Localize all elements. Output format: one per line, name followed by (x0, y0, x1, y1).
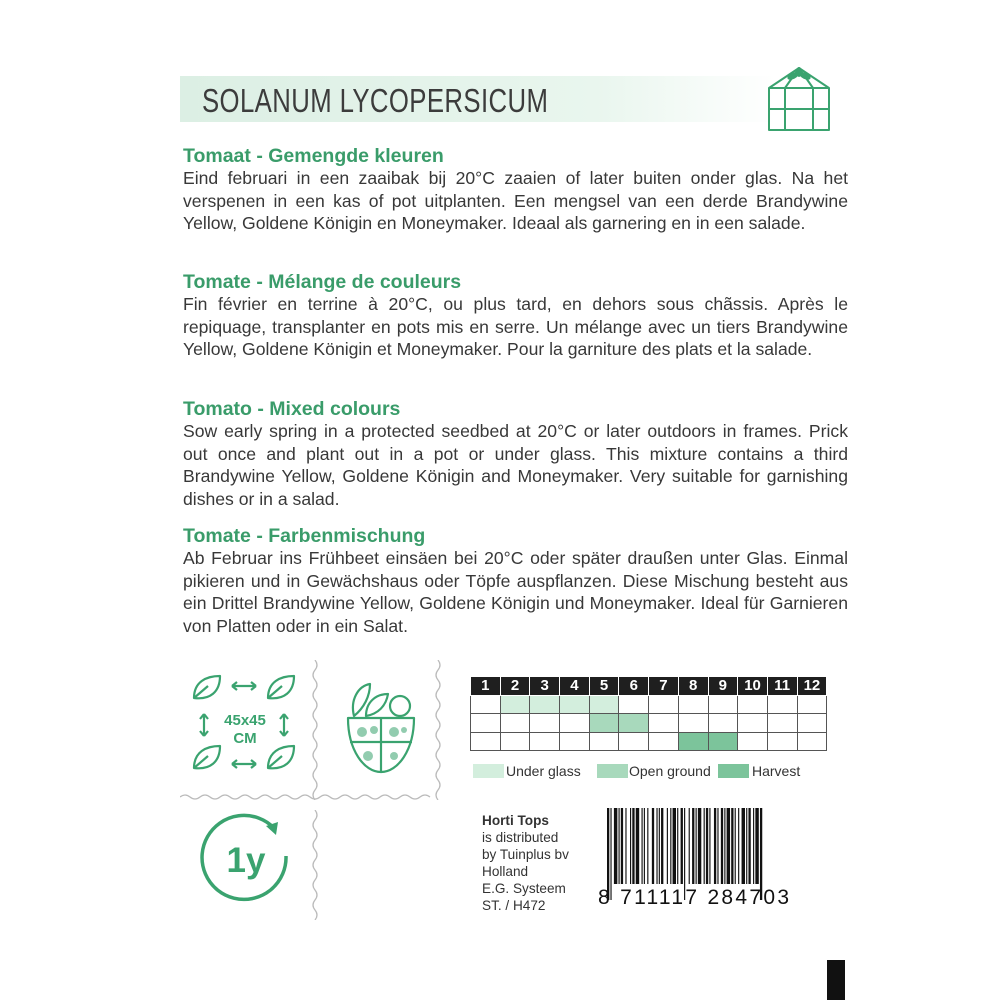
calendar-cell (530, 714, 560, 733)
calendar-cell (589, 695, 619, 714)
barcode-bar (714, 808, 716, 884)
month-header: 9 (708, 677, 738, 696)
distributor-line: is distributed (482, 830, 559, 845)
calendar-cell (500, 732, 530, 751)
month-header: 8 (678, 677, 708, 696)
barcode-bar (696, 808, 697, 884)
barcode-bar (619, 808, 620, 884)
month-header: 7 (649, 677, 679, 696)
barcode-bar (652, 808, 654, 884)
barcode-bar (704, 808, 705, 884)
wavy-divider (433, 660, 443, 800)
barcode-bar (614, 808, 617, 884)
barcode-bar (689, 808, 690, 884)
distributor-line: by Tuinplus bv (482, 847, 569, 862)
barcode-bar (667, 808, 668, 884)
section-english (183, 398, 848, 510)
legend-label: Harvest (752, 763, 801, 779)
barcode-bar (698, 808, 701, 884)
barcode-number: 8 711117 284703 (598, 886, 792, 909)
calendar-cell (500, 714, 530, 733)
barcode-bar (721, 808, 723, 884)
barcode-bar (659, 808, 660, 884)
barcode-bar (632, 808, 634, 884)
month-header: 4 (560, 677, 590, 696)
calendar-cell (678, 714, 708, 733)
section-title: Tomato - Mixed colours (183, 398, 401, 420)
calendar-cell (649, 732, 679, 751)
barcode-bar (727, 808, 730, 884)
calendar-cell (619, 714, 649, 733)
calendar-cell (471, 695, 501, 714)
calendar-cell (649, 714, 679, 733)
legend-open-ground (597, 763, 711, 779)
calendar-cell (678, 695, 708, 714)
calendar-cell (767, 732, 797, 751)
month-header: 1 (471, 677, 501, 696)
barcode-bar (735, 808, 736, 884)
calendar-cell (589, 732, 619, 751)
section-german (183, 525, 848, 637)
barcode-bar (621, 808, 623, 884)
legend-harvest (718, 763, 800, 779)
salad-bowl-icon (340, 672, 422, 778)
section-body: Fin février en terrine à 20°C, ou plus tard, en dehors sous chãssis. Après le repiquage, transplanter en pots mis en serre. Un mélange avec un tiers Brandywine Yellow, Goldene Königin et Moneymaker. Pour la garniture des plats et la salade. (183, 294, 848, 360)
barcode-bar (673, 808, 676, 884)
barcode-bar (746, 808, 747, 884)
barcode-bar (731, 808, 733, 884)
calendar-cell (708, 695, 738, 714)
calendar-cell (797, 714, 827, 733)
calendar-cell (708, 714, 738, 733)
wavy-divider (310, 810, 320, 920)
calendar-cell (797, 695, 827, 714)
calendar-cell (767, 714, 797, 733)
barcode-bar (681, 808, 683, 884)
barcode-bar (661, 808, 663, 884)
barcode-bar (738, 808, 739, 884)
calendar-cell (560, 732, 590, 751)
calendar-cell (678, 732, 708, 751)
barcode-bar (717, 808, 718, 884)
lifespan-label: 1y (226, 841, 266, 880)
barcode-bar (644, 808, 645, 884)
calendar-cell (619, 695, 649, 714)
legend-under-glass (473, 763, 581, 779)
barcode-bar (636, 808, 639, 884)
print-mark (827, 960, 845, 1000)
calendar-cell (471, 732, 501, 751)
calendar-cell (797, 732, 827, 751)
barcode-bar (748, 808, 750, 884)
calendar-cell (649, 695, 679, 714)
greenhouse-icon (763, 64, 835, 134)
distributor-line: Holland (482, 864, 529, 879)
barcode-bar (625, 808, 626, 884)
calendar-cell (619, 732, 649, 751)
barcode-bar (742, 808, 745, 884)
calendar-cell (560, 695, 590, 714)
month-header: 10 (738, 677, 768, 696)
calendar-cell (738, 714, 768, 733)
calendar-cell (560, 714, 590, 733)
barcode-bar (630, 808, 631, 884)
calendar-cell (767, 695, 797, 714)
legend-label: Open ground (629, 763, 711, 779)
calendar-cell (471, 714, 501, 733)
barcode-bar (706, 808, 708, 884)
month-header: 12 (797, 677, 827, 696)
distributor-line: ST. / H472 (482, 898, 546, 913)
barcode-bar (724, 808, 725, 884)
calendar-cell (738, 695, 768, 714)
distributor-line: Horti Tops (482, 813, 549, 828)
calendar-cell (708, 732, 738, 751)
calendar-cell (738, 732, 768, 751)
wavy-divider (310, 660, 320, 800)
calendar-cell (530, 695, 560, 714)
section-dutch (183, 145, 848, 235)
barcode-bar (647, 808, 648, 884)
page-title: SOLANUM LYCOPERSICUM (202, 82, 549, 119)
section-title: Tomate - Mélange de couleurs (183, 271, 462, 293)
section-title: Tomaat - Gemengde kleuren (183, 145, 444, 167)
section-french (183, 271, 848, 361)
month-header: 2 (500, 677, 530, 696)
barcode-bar (677, 808, 678, 884)
calendar-cell (530, 732, 560, 751)
section-title: Tomate - Farbenmischung (183, 525, 426, 547)
month-header: 3 (530, 677, 560, 696)
month-header: 5 (589, 677, 619, 696)
calendar-cell (500, 695, 530, 714)
spacing-label: 45x45 CM (224, 712, 266, 747)
barcode-bar (709, 808, 710, 884)
wavy-divider (180, 792, 435, 802)
sowing-calendar (470, 676, 827, 751)
calendar-cell (589, 714, 619, 733)
barcode-bar (753, 808, 754, 884)
legend-label: Under glass (506, 763, 581, 779)
distributor-line: E.G. Systeem (482, 881, 566, 896)
distributor-info (482, 812, 569, 914)
title-banner (180, 76, 775, 122)
section-body: Sow early spring in a protected seedbed at 20°C or later outdoors in frames. Prick out once and plant out in a pot or under glass. This mixture contains a third Brandywine Yellow, Goldene Königin and Moneymaker. Very suitable for garnishing dishes or in a salad. (183, 421, 848, 509)
barcode-bar (692, 808, 694, 884)
legend-swatch (718, 764, 749, 778)
barcode-bar (642, 808, 643, 884)
section-body: Eind februari in een zaaibak bij 20°C zaaien of later buiten onder glas. Na het verspenen in een kas of pot uitplanten. Een mengsel van een derde Brandywine Yellow, Goldene Königin en Moneymaker. Ideaal als garnering en in een salade. (183, 168, 848, 234)
barcode-bar (670, 808, 671, 884)
barcode-bar (755, 808, 758, 884)
legend-swatch (473, 764, 504, 778)
section-body: Ab Februar ins Frühbeet einsäen bei 20°C oder später draußen unter Glas. Einmal pikieren und in Gewächshaus oder Töpfe auspflanzen. Diese Mischung besteht aus ein Drittel Brandywine Yellow, Goldene Königin und Moneymaker. Ideal für Garnieren von Platten oder in ein Salat. (183, 548, 848, 636)
month-header: 11 (767, 677, 797, 696)
barcode-bar (656, 808, 657, 884)
month-header: 6 (619, 677, 649, 696)
legend-swatch (597, 764, 628, 778)
